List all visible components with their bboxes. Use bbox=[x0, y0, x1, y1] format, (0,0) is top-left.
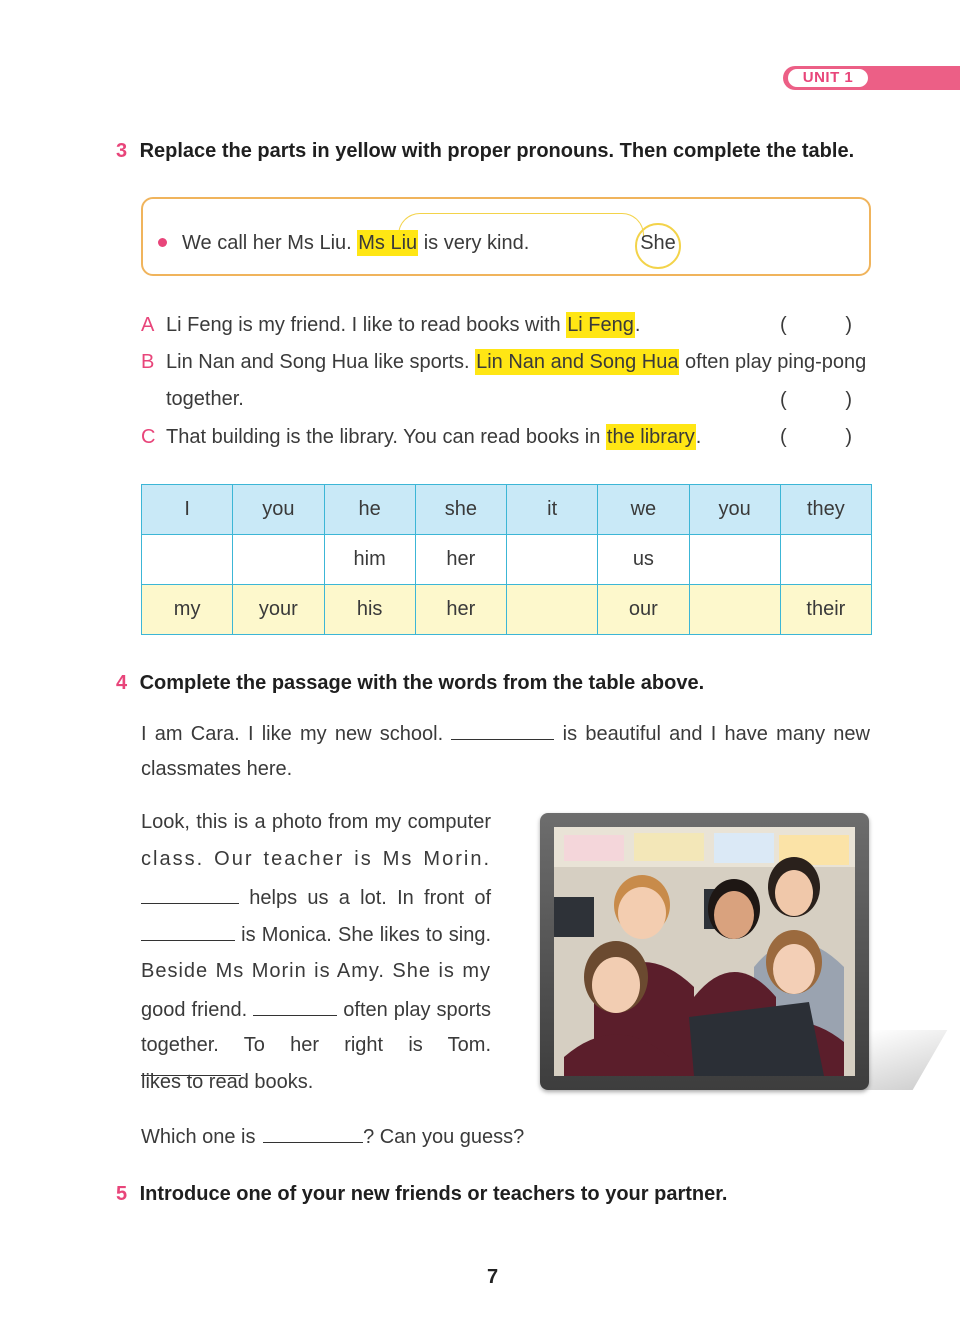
item-c-end: . bbox=[695, 426, 702, 448]
table-cell: he bbox=[324, 485, 415, 535]
answer-blank[interactable] bbox=[141, 885, 239, 904]
table-cell-blank[interactable] bbox=[507, 535, 598, 585]
table-cell: your bbox=[233, 585, 324, 635]
table-cell: my bbox=[142, 585, 233, 635]
example-answer: She bbox=[640, 232, 676, 254]
exercise-number: 5 bbox=[116, 1183, 128, 1205]
passage-line: class. Our teacher is Ms Morin. bbox=[141, 848, 491, 870]
exercise-4-heading bbox=[116, 672, 704, 695]
example-highlight: Ms Liu bbox=[358, 232, 418, 254]
exercise-5-heading bbox=[116, 1183, 727, 1206]
classroom-photo-illustration bbox=[554, 827, 855, 1076]
passage-line: Beside Ms Morin is Amy. She is my bbox=[141, 960, 491, 982]
table-row bbox=[142, 585, 872, 635]
question-line bbox=[141, 1124, 524, 1149]
exercise-title: Complete the passage with the words from the table above. bbox=[139, 672, 705, 694]
table-cell-blank[interactable] bbox=[689, 535, 780, 585]
table-cell: his bbox=[324, 585, 415, 635]
exercise-title: Replace the parts in yellow with proper pronouns. Then complete the table. bbox=[139, 140, 855, 162]
table-cell: us bbox=[598, 535, 689, 585]
unit-label: UNIT 1 bbox=[788, 69, 868, 87]
table-row bbox=[142, 485, 872, 535]
table-cell: I bbox=[142, 485, 233, 535]
passage-line bbox=[141, 885, 491, 910]
passage-text: together. To her right is Tom. bbox=[141, 1034, 491, 1056]
passage-line: Look, this is a photo from my computer bbox=[141, 811, 491, 833]
table-cell-blank[interactable] bbox=[142, 535, 233, 585]
table-cell: we bbox=[598, 485, 689, 535]
item-a-end: . bbox=[634, 314, 641, 336]
item-letter-c: C bbox=[141, 426, 156, 448]
table-cell: him bbox=[324, 535, 415, 585]
example-sentence bbox=[182, 232, 529, 255]
passage-text: I am Cara. I like my new school. bbox=[141, 723, 444, 745]
item-c-text: That building is the library. You can read books in bbox=[166, 426, 601, 448]
passage-line bbox=[141, 721, 870, 746]
answer-blank[interactable] bbox=[141, 922, 235, 941]
exercise-number: 4 bbox=[116, 672, 128, 694]
passage-text: helps us a lot. In front of bbox=[249, 887, 491, 909]
answer-blank[interactable] bbox=[451, 721, 554, 740]
table-cell: it bbox=[507, 485, 598, 535]
table-cell: her bbox=[415, 535, 506, 585]
passage-line: likes to read books. bbox=[141, 1071, 314, 1093]
passage-line bbox=[141, 997, 491, 1022]
classroom-photo bbox=[554, 827, 855, 1076]
table-cell: you bbox=[689, 485, 780, 535]
item-letter-a: A bbox=[141, 314, 155, 336]
passage-text: good friend. bbox=[141, 999, 248, 1021]
exercise-3-heading bbox=[116, 140, 854, 163]
item-c-highlight: the library bbox=[606, 426, 695, 448]
exercise-title: Introduce one of your new friends or teachers to your partner. bbox=[139, 1183, 728, 1205]
answer-blank[interactable] bbox=[263, 1124, 363, 1143]
passage-text: often play sports bbox=[343, 999, 492, 1021]
example-after: is very kind. bbox=[423, 232, 530, 254]
table-cell: they bbox=[780, 485, 871, 535]
item-b-highlight: Lin Nan and Song Hua bbox=[476, 351, 679, 373]
item-letter-b: B bbox=[141, 351, 155, 373]
item-b-end: often play ping-pong bbox=[685, 351, 867, 373]
table-cell-blank[interactable] bbox=[233, 535, 324, 585]
item-a-sentence bbox=[166, 314, 640, 337]
answer-blank[interactable] bbox=[253, 997, 337, 1016]
passage-text: is beautiful and I have many new bbox=[562, 723, 870, 745]
answer-paren-c[interactable]: ( ) bbox=[780, 426, 852, 448]
question-text: ? Can you guess? bbox=[363, 1126, 525, 1148]
table-cell: you bbox=[233, 485, 324, 535]
passage-line: classmates here. bbox=[141, 758, 293, 780]
item-b-line2: together. bbox=[166, 388, 244, 410]
item-b-text: Lin Nan and Song Hua like sports. bbox=[166, 351, 470, 373]
item-c-sentence bbox=[166, 426, 701, 449]
bullet-icon bbox=[158, 238, 167, 247]
table-cell: she bbox=[415, 485, 506, 535]
pronoun-table bbox=[141, 484, 872, 635]
table-cell: their bbox=[780, 585, 871, 635]
item-a-text: Li Feng is my friend. I like to read books with bbox=[166, 314, 561, 336]
answer-paren-b[interactable]: ( ) bbox=[780, 389, 852, 411]
question-text: Which one is bbox=[141, 1126, 256, 1148]
table-cell-blank[interactable] bbox=[689, 585, 780, 635]
table-cell-blank[interactable] bbox=[507, 585, 598, 635]
page-number: 7 bbox=[486, 1266, 499, 1288]
exercise-number: 3 bbox=[116, 140, 128, 162]
table-cell: our bbox=[598, 585, 689, 635]
item-a-highlight: Li Feng bbox=[567, 314, 634, 336]
table-cell: her bbox=[415, 585, 506, 635]
example-before: We call her Ms Liu. bbox=[182, 232, 352, 254]
passage-text: is Monica. She likes to sing. bbox=[241, 924, 491, 946]
passage-line bbox=[141, 922, 491, 947]
table-cell-blank[interactable] bbox=[780, 535, 871, 585]
item-b-sentence bbox=[166, 351, 866, 374]
answer-paren-a[interactable]: ( ) bbox=[780, 314, 852, 336]
table-row bbox=[142, 535, 872, 585]
